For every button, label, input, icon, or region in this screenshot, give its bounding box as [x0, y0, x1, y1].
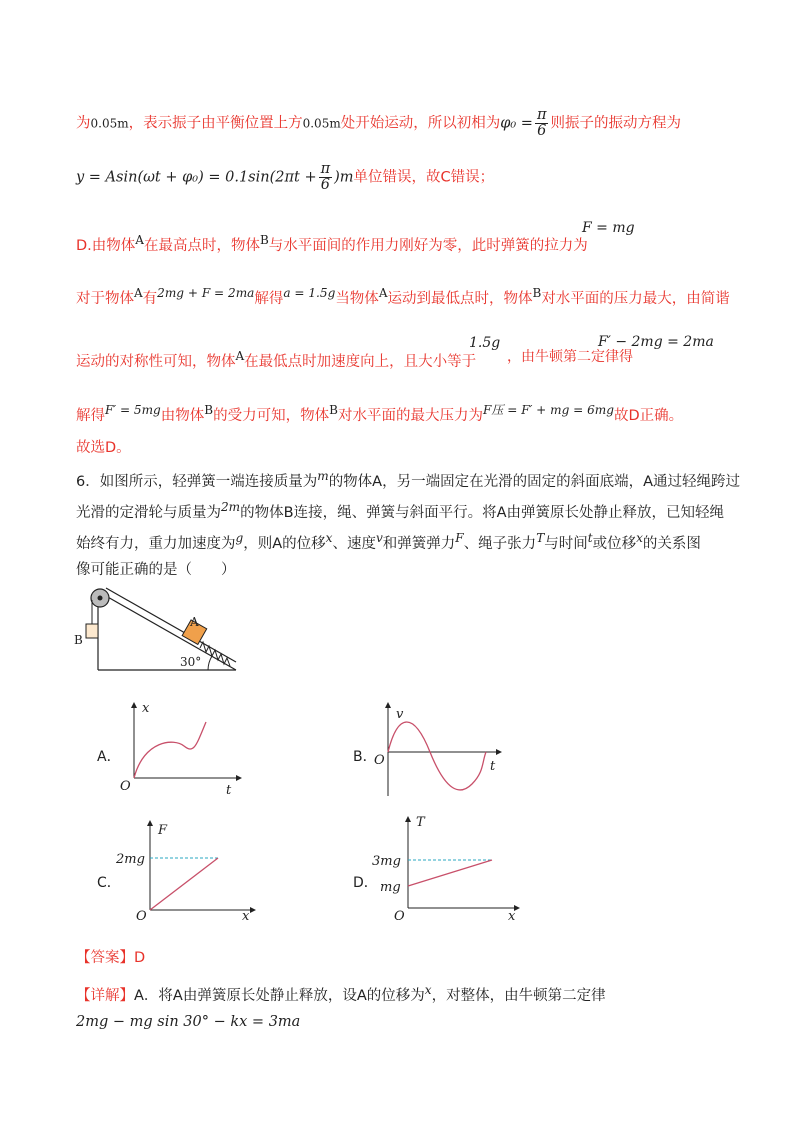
x-arrow-icon: [236, 775, 242, 781]
math-var: m: [317, 469, 329, 483]
rope: [106, 588, 236, 662]
text: 处开始运动，所以初相为: [340, 115, 501, 132]
y-axis-label: T: [416, 815, 425, 830]
math-equation: F = mg: [582, 220, 635, 236]
math-var: x: [325, 531, 333, 545]
text: 和弹簧弹力: [382, 535, 456, 552]
x-arrow-icon: [496, 749, 502, 755]
text: 对水平面的最大压力为: [337, 407, 483, 424]
y-arrow-icon: [385, 702, 391, 708]
math-value: 1.5g: [469, 335, 501, 351]
text: 解得: [76, 407, 105, 424]
text: 始终有力，重力加速度为: [76, 535, 236, 552]
mark-label: 2mg: [116, 852, 145, 867]
math-label: A: [135, 233, 144, 247]
answer-line: [76, 948, 145, 968]
answer-tag: 【答案】: [76, 950, 134, 966]
text: 运动到最低点时，物体: [387, 290, 533, 307]
y-arrow-icon: [131, 702, 137, 708]
text: ，则A的位移: [243, 535, 326, 552]
x-axis-label: x: [242, 909, 250, 922]
origin-label: O: [394, 909, 405, 922]
math-label: A: [235, 349, 245, 363]
text: ，表示振子由平衡位置上方: [128, 115, 303, 132]
incline-surface: [106, 596, 236, 670]
math-var: g: [235, 531, 244, 545]
graph-d: [370, 810, 530, 922]
text: 6．如图所示，轻弹簧一端连接质量为: [76, 473, 318, 490]
text: 在最高点时，物体: [143, 237, 260, 254]
graph-curve: [134, 722, 206, 778]
y-axis-label: F: [158, 823, 168, 838]
fraction: [319, 162, 333, 193]
label-b: B: [74, 633, 83, 647]
math-phi: φ₀ =: [500, 115, 533, 132]
math-label: B: [259, 233, 269, 247]
solution-line-5: [76, 346, 476, 372]
math-var: F: [455, 531, 464, 545]
solution-line-6: [76, 400, 683, 426]
math-label: A: [134, 286, 143, 300]
origin-label: O: [136, 909, 147, 922]
text: ，对整体，由牛顿第二定律: [431, 987, 606, 1004]
detail-equation: 2mg − mg sin 30° − kx = 3ma: [76, 1014, 301, 1030]
math-equation: F压 = F′ + mg = 6mg: [482, 403, 614, 417]
math-var: x: [636, 531, 643, 545]
math-equation: a = 1.5g: [283, 286, 336, 300]
option-a-label: A．: [97, 749, 121, 765]
text: A．将A由弹簧原长处静止释放，设A的位移为: [134, 987, 425, 1004]
text: 对于物体: [76, 290, 134, 307]
math-var: 2m: [221, 500, 241, 514]
option-c-label: C．: [97, 875, 121, 891]
question-line-4: 像可能正确的是（ ）: [76, 562, 236, 578]
detail-tag: 【详解】: [76, 987, 134, 1004]
text: 或位移: [592, 535, 637, 552]
text: D.由物体: [76, 237, 136, 254]
mark-top-label: 3mg: [372, 854, 401, 869]
y-axis-label: x: [142, 701, 150, 716]
math-label: B: [329, 403, 338, 417]
text: 有: [142, 290, 158, 307]
solution-line-1: [76, 108, 681, 139]
mark-low-label: mg: [380, 880, 401, 895]
math-var: t: [587, 531, 593, 545]
math-value: 0.05m: [90, 116, 129, 131]
block-b: [86, 624, 98, 638]
text: 在最低点时加速度向上，且大小等于: [244, 353, 477, 370]
origin-label: O: [120, 779, 131, 794]
label-a: A: [190, 615, 199, 629]
math-equation: y = Asin(ωt + φ₀) = 0.1sin(2πt +: [76, 169, 317, 186]
x-arrow-icon: [250, 907, 256, 913]
text: 解得: [254, 290, 284, 307]
text: 的关系图: [642, 535, 701, 552]
spring: [200, 642, 230, 666]
text: 光滑的定滑轮与质量为: [76, 504, 221, 521]
text: 与时间: [544, 535, 588, 552]
graph-b: [368, 700, 508, 800]
answer-value: D: [134, 950, 146, 966]
text: 故D正确。: [613, 407, 684, 424]
solution-line-7: 故选D。: [76, 440, 131, 456]
math-var: T: [536, 531, 545, 545]
graph-line: [408, 860, 492, 886]
solution-line-4: [76, 283, 730, 309]
text: 的受力可知，物体: [213, 407, 330, 424]
text: 与水平面间的作用力刚好为零，此时弹簧的拉力为: [268, 237, 588, 254]
fraction-numerator: π: [536, 107, 547, 123]
text: 、绳子张力: [463, 535, 537, 552]
y-arrow-icon: [147, 820, 153, 826]
math-label: A: [378, 286, 388, 300]
text: 运动的对称性可知，物体: [76, 353, 236, 370]
text: 当物体: [335, 290, 379, 307]
question-line-3: [76, 528, 701, 554]
graph-a: [114, 700, 244, 796]
fraction-denominator: 6: [537, 123, 547, 139]
math-equation: F′ − 2mg = 2ma: [598, 334, 714, 350]
angle-arc: [208, 656, 212, 670]
text: 对水平面的压力最大，由简谐: [541, 290, 730, 307]
option-b-label: B．: [353, 749, 377, 765]
x-axis-label: x: [508, 909, 516, 922]
x-axis-label: t: [490, 759, 496, 774]
origin-label: O: [374, 753, 385, 768]
option-d-label: D．: [353, 875, 378, 891]
text: 为: [76, 115, 91, 132]
fraction: [535, 108, 549, 139]
graph-curve: [388, 722, 486, 790]
math-value: 0.05m: [302, 116, 341, 131]
y-axis-label: v: [396, 707, 404, 722]
fraction-denominator: 6: [320, 177, 330, 193]
angle-label: 30°: [180, 655, 202, 669]
text: 、速度: [332, 535, 376, 552]
graph-c: [114, 816, 264, 922]
math-equation: F′ = 5mg: [105, 403, 161, 417]
solution-line-3: [76, 230, 588, 256]
text: ，由牛顿第二定律得: [507, 349, 633, 365]
y-arrow-icon: [405, 816, 411, 822]
math-label: B: [532, 286, 542, 300]
fraction-numerator: π: [320, 161, 331, 177]
math-equation: 2mg + F = 2ma: [157, 286, 255, 300]
graph-line: [150, 858, 218, 910]
question-line-1: [76, 466, 740, 492]
math-equation: )m: [334, 169, 354, 186]
text: 的物体B连接，绳、弹簧与斜面平行。将A由弹簧原长处静止释放，已知轻绳: [240, 504, 725, 521]
detail-line: [76, 980, 606, 1006]
math-var: x: [424, 983, 432, 997]
question-line-2: [76, 497, 724, 523]
text: 的物体A，另一端固定在光滑的固定的斜面底端，A通过轻绳跨过: [328, 473, 741, 490]
text: 由物体: [160, 407, 205, 424]
x-axis-label: t: [226, 783, 232, 796]
text: 单位错误，故C错误；: [353, 169, 495, 186]
solution-line-2: [76, 162, 494, 193]
text: 则振子的振动方程为: [550, 115, 681, 132]
math-label: B: [204, 403, 214, 417]
pulley-axle-icon: [98, 596, 103, 601]
math-var: v: [375, 531, 383, 545]
incline-figure: [70, 584, 250, 680]
